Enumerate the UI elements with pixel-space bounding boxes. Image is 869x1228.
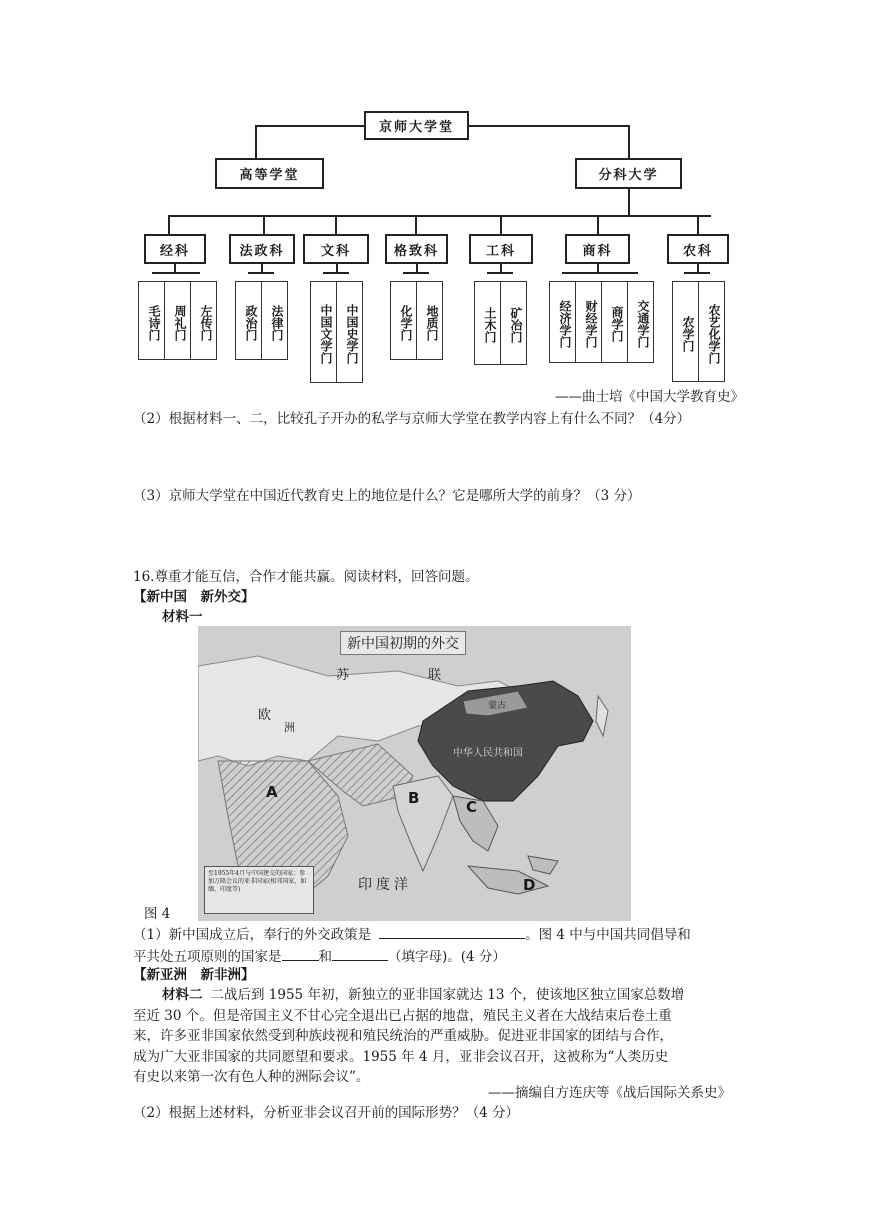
sub-cell: 中国文学门: [310, 281, 337, 383]
map-label-B: B: [408, 789, 420, 807]
sub-cell: 商学门: [601, 281, 628, 363]
figure-label: 图 4: [144, 906, 171, 922]
connector: [168, 215, 170, 234]
material-1-label: 材料一: [162, 609, 203, 625]
dept-box: 格致科: [385, 234, 448, 264]
sub-cell: 中国史学门: [336, 281, 363, 383]
q16-intro: 16.尊重才能互信，合作才能共赢。阅读材料，回答问题。: [133, 569, 479, 585]
sub-cell: 周礼门: [164, 281, 191, 360]
connector: [487, 272, 513, 274]
sub-cell: 农学门: [672, 281, 699, 382]
section-heading-1: 【新中国 新外交】: [133, 589, 255, 605]
map-label-lian: 联: [428, 668, 442, 683]
connector: [152, 272, 200, 274]
connector: [597, 215, 599, 234]
map-label-A: A: [266, 783, 278, 801]
q1-text-a: （1）新中国成立后，奉行的外交政策是: [133, 927, 372, 943]
connector: [628, 189, 630, 216]
map-label-ou: 欧: [258, 708, 272, 723]
q1-text-d: （填字母)。(4 分）: [388, 948, 506, 965]
connector: [255, 125, 365, 127]
map-label-C: C: [466, 798, 478, 816]
map-label-D: D: [523, 876, 536, 894]
connector: [628, 125, 630, 159]
connector: [323, 272, 349, 274]
connector: [248, 272, 274, 274]
connector: [500, 215, 502, 234]
dept-box: 工科: [469, 234, 533, 264]
material-2-line: 至近 30 个。但是帝国主义不甘心完全退出已占据的地盘，殖民主义者在大战结束后卷土重: [133, 1007, 672, 1024]
dept-box: 农科: [667, 234, 729, 264]
sub-cell: 财经学门: [575, 281, 602, 363]
left-box: 高等学堂: [215, 158, 324, 189]
connector: [168, 215, 711, 217]
answer-blank-country-1[interactable]: [282, 946, 319, 961]
sub-cell: 土木门: [474, 281, 501, 365]
q16-question-1: [133, 924, 743, 967]
section-heading-2: 【新亚洲 新非洲】: [133, 967, 255, 983]
connector: [255, 125, 257, 159]
connector: [697, 215, 699, 234]
chart-source: ——曲士培《中国大学教育史》: [555, 389, 744, 405]
connector: [468, 125, 629, 127]
question-2: （2）根据材料一、二，比较孔子开办的私学与京师大学堂在教学内容上有什么不同？（4分）: [133, 411, 691, 427]
q16-question-2: （2）根据上述材料，分析亚非会议召开前的国际形势？（4 分）: [133, 1105, 519, 1121]
sub-cell: 法律门: [261, 281, 288, 360]
connector: [335, 215, 337, 234]
question-3: （3）京师大学堂在中国近代教育史上的地位是什么？它是哪所大学的前身？（3 分）: [133, 488, 641, 504]
map-label-zhou: 洲: [284, 721, 295, 734]
sub-cell: 左传门: [190, 281, 217, 360]
map-label-mongolia: 蒙古: [488, 701, 507, 711]
sub-cell: 农艺化学门: [698, 281, 725, 382]
connector: [403, 272, 429, 274]
dept-box: 法政科: [229, 234, 295, 264]
right-box: 分科大学: [575, 158, 682, 189]
material-2: [133, 985, 743, 1088]
sub-cell: 地质门: [416, 281, 443, 360]
dept-box: 文科: [303, 234, 369, 264]
material-2-label: 材料二: [162, 987, 203, 1003]
material-2-line: 有史以来第一次有色人种的洲际会议”。: [133, 1069, 370, 1085]
map-title: 新中国初期的外交: [340, 631, 466, 655]
q1-text-b: 。图 4 中与中国共同倡导和: [525, 927, 691, 943]
dept-box: 经科: [144, 234, 206, 264]
material-2-line: 来，许多亚非国家依然受到种族歧视和殖民统治的严重威胁。促进亚非国家的团结与合作，: [133, 1028, 673, 1044]
map-label-su: 苏: [336, 668, 350, 683]
map-legend: [204, 866, 314, 914]
map-label-prc: 中华人民共和国: [453, 748, 523, 759]
sub-cell: 化学门: [390, 281, 417, 360]
answer-blank-country-2[interactable]: [332, 946, 388, 961]
dept-box: 商科: [565, 234, 630, 264]
root-box: 京师大学堂: [364, 111, 469, 140]
connector: [562, 272, 638, 274]
connector: [415, 215, 417, 234]
map-label-ocean: 印度洋: [358, 877, 412, 893]
material-2-line: [133, 985, 743, 1006]
material-2-line: 成为广大亚非国家的共同愿望和要求。1955 年 4 月，亚非会议召开，这被称为“人类历史: [133, 1048, 669, 1065]
answer-blank-policy[interactable]: [379, 924, 525, 939]
sub-cell: 经济学门: [549, 281, 576, 363]
sub-cell: 政治门: [235, 281, 262, 360]
connector: [263, 215, 265, 234]
map-legend-text: 至1955年4月与中国建交的国家；参加万隆会议的亚非国家(相邻国家，如缅、印度等): [208, 870, 307, 893]
q1-text-and: 和: [318, 948, 332, 965]
sub-cell: 毛诗门: [138, 281, 165, 360]
material-2-text: 二战后到 1955 年初，新独立的亚非国家就达 13 个，使该地区独立国家总数增: [210, 987, 685, 1003]
sub-cell: 交通学门: [627, 281, 654, 363]
connector: [684, 272, 710, 274]
diplomacy-map: [198, 626, 631, 921]
sub-cell: 矿冶门: [500, 281, 527, 365]
q1-text-c: 平共处五项原则的国家是: [133, 948, 282, 965]
material-2-source: ——摘编自方连庆等《战后国际关系史》: [488, 1085, 731, 1101]
